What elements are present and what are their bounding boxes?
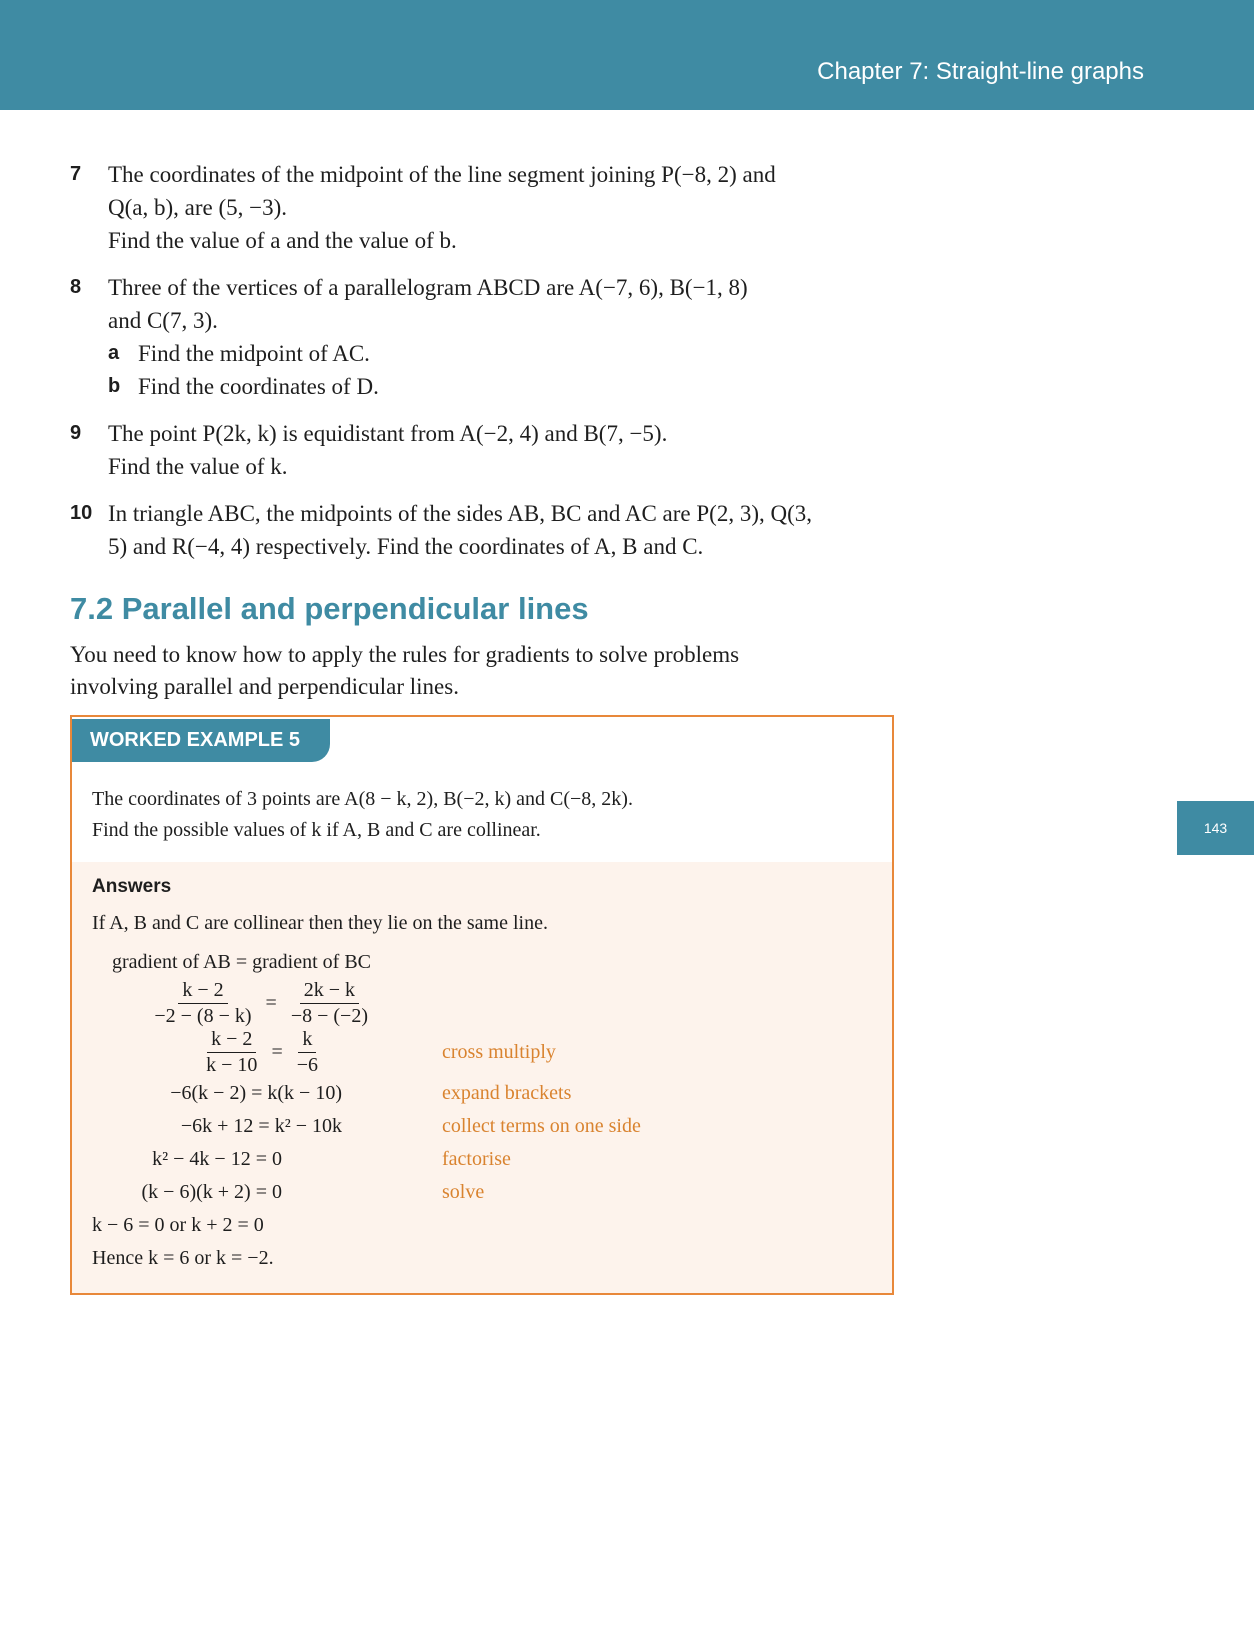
question-7 — [70, 158, 900, 257]
question-number: 7 — [70, 163, 82, 185]
step-math: k − 6 = 0 or k + 2 = 0 — [92, 1214, 264, 1236]
fraction — [150, 979, 255, 1028]
step-math: −6(k − 2) = k(k − 10) — [170, 1082, 342, 1104]
step-row — [92, 1176, 872, 1209]
question-10 — [70, 497, 900, 563]
part-text: Find the coordinates of D. — [138, 374, 379, 399]
step-row — [92, 1143, 872, 1176]
final-answer — [92, 1242, 872, 1275]
fraction-denominator: −6 — [296, 1054, 318, 1076]
step-note: collect terms on one side — [442, 1115, 641, 1137]
step-math: Hence k = 6 or k = −2. — [92, 1247, 274, 1269]
fraction — [202, 1028, 261, 1077]
question-text: Find the value of a and the value of b. — [108, 228, 457, 253]
question-8 — [70, 271, 900, 403]
step-math: k² − 4k − 12 = 0 — [152, 1148, 282, 1170]
fraction-denominator: −2 − (8 − k) — [154, 1005, 252, 1027]
fraction-numerator: 2k − k — [300, 979, 359, 1004]
fraction — [293, 1028, 322, 1077]
fraction-equation — [202, 1028, 322, 1077]
worked-example-question — [72, 762, 892, 862]
section-heading: 7.2 Parallel and perpendicular lines — [70, 591, 589, 626]
step-row — [92, 1077, 872, 1110]
step-row — [92, 1110, 872, 1143]
question-text: 5) and R(−4, 4) respectively. Find the coordinates of A, B and C. — [108, 534, 704, 559]
question-text: and C(7, 3). — [108, 308, 218, 333]
fraction-numerator: k − 2 — [207, 1028, 256, 1053]
chapter-title: Chapter 7: Straight-line graphs — [817, 58, 1144, 85]
equals-sign: = — [271, 1041, 283, 1063]
page-content — [70, 158, 900, 1295]
step-fraction-2 — [92, 1028, 872, 1077]
question-text: In triangle ABC, the midpoints of the sides AB, BC and AC are P(2, 3), Q(3, — [108, 501, 813, 526]
step-note: expand brackets — [442, 1082, 572, 1104]
fraction-denominator: −8 − (−2) — [290, 1005, 368, 1027]
step-math: −6k + 12 = k² − 10k — [180, 1115, 342, 1137]
fraction-denominator: k − 10 — [206, 1054, 258, 1076]
step-note: cross multiply — [442, 1041, 556, 1063]
part-text: Find the midpoint of AC. — [138, 341, 370, 366]
part-label: b — [108, 375, 121, 397]
example-question-line: The coordinates of 3 points are A(8 − k, 2), B(−2, k) and C(−8, 2k). — [92, 788, 633, 810]
part-label: a — [108, 342, 120, 364]
answers-heading: Answers — [92, 876, 172, 897]
final-step — [92, 1209, 872, 1242]
section-intro — [70, 639, 900, 703]
example-question-line: Find the possible values of k if A, B and C are collinear. — [92, 819, 541, 841]
page-number-tab — [1177, 801, 1254, 855]
fraction-numerator: k — [298, 1028, 316, 1053]
fraction-numerator: k − 2 — [178, 979, 227, 1004]
worked-example-answers — [72, 862, 892, 1293]
page-number: 143 — [1203, 820, 1228, 836]
step-gradient — [92, 946, 872, 979]
step-note: solve — [442, 1181, 485, 1203]
step-note: factorise — [442, 1148, 511, 1170]
step-math: gradient of AB = gradient of BC — [112, 951, 372, 973]
question-part-a — [108, 337, 900, 370]
worked-example-label: WORKED EXAMPLE 5 — [72, 719, 330, 762]
question-text: Three of the vertices of a parallelogram ABCD are A(−7, 6), B(−1, 8) — [108, 275, 748, 300]
question-number: 9 — [70, 422, 82, 444]
intro-line: involving parallel and perpendicular lines. — [70, 674, 459, 699]
worked-example-box — [70, 715, 894, 1295]
step-fraction-1 — [92, 979, 872, 1028]
chapter-header-band — [0, 0, 1254, 110]
question-number: 8 — [70, 276, 82, 298]
question-text: Q(a, b), are (5, −3). — [108, 195, 288, 220]
step-math: (k − 6)(k + 2) = 0 — [141, 1181, 282, 1203]
question-number: 10 — [70, 502, 93, 524]
question-text: The coordinates of the midpoint of the line segment joining P(−8, 2) and — [108, 162, 776, 187]
fraction — [287, 979, 372, 1028]
answer-intro: If A, B and C are collinear then they lie on the same line. — [92, 912, 548, 934]
question-text: The point P(2k, k) is equidistant from A(−2, 4) and B(7, −5). — [108, 421, 668, 446]
fraction-equation — [150, 979, 372, 1028]
question-text: Find the value of k. — [108, 454, 288, 479]
equals-sign: = — [265, 992, 277, 1014]
question-9 — [70, 417, 900, 483]
question-part-b — [108, 370, 900, 403]
intro-line: You need to know how to apply the rules for gradients to solve problems — [70, 642, 740, 667]
